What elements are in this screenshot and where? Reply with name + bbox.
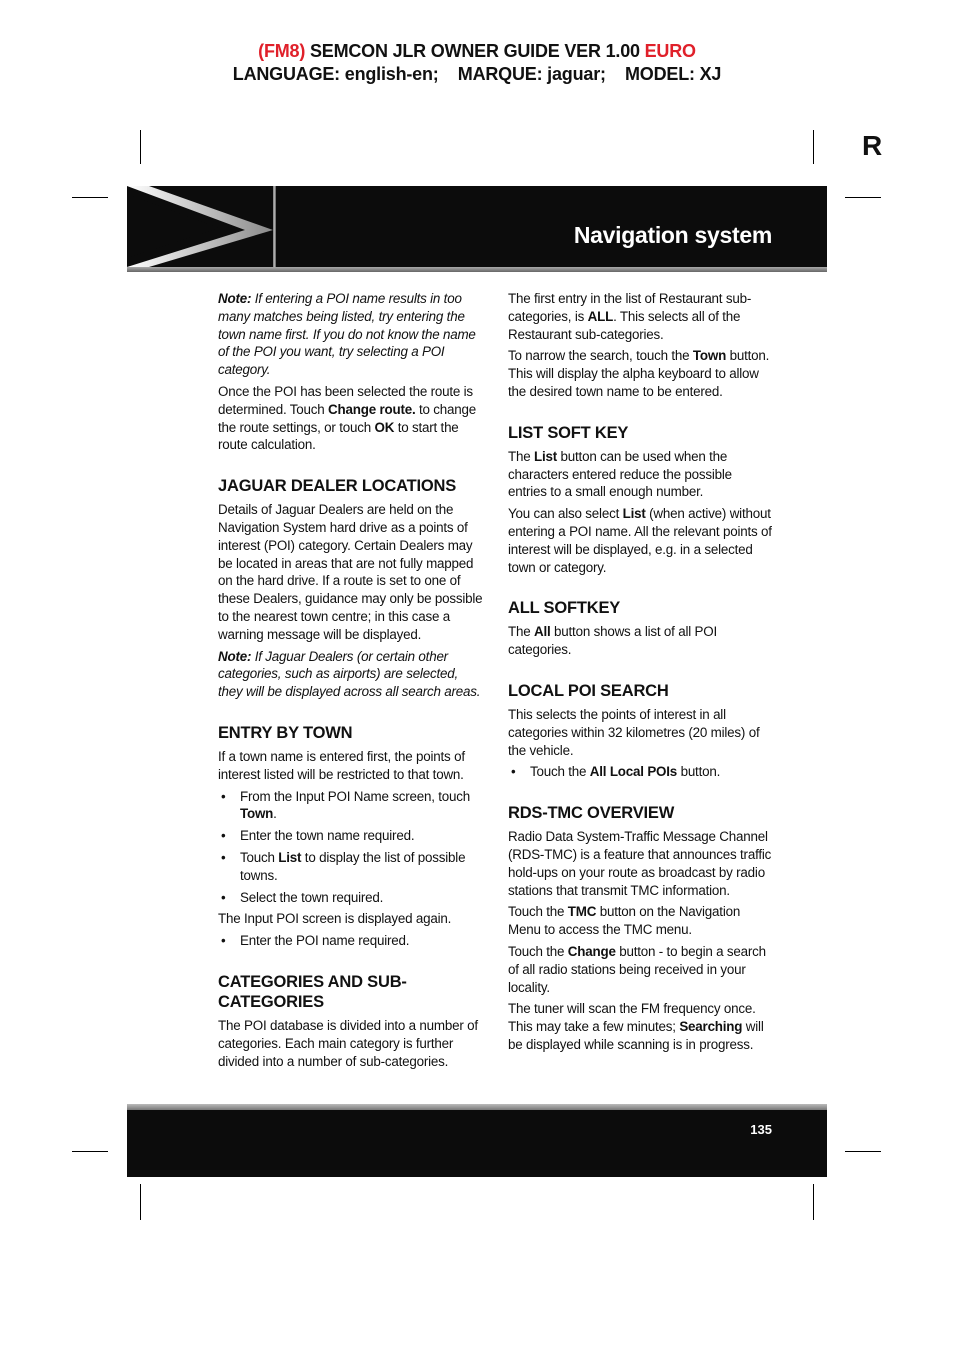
list-item: • From the Input POI Name screen, touch Town. (218, 788, 483, 824)
header-title: SEMCON JLR OWNER GUIDE VER 1.00 (305, 41, 645, 61)
list-item: • Select the town required. (218, 889, 483, 907)
crop-mark (72, 197, 108, 198)
section-banner (127, 186, 827, 272)
section-heading: LIST SOFT KEY (508, 423, 629, 442)
bullet-list (218, 932, 483, 950)
section-heading: CATEGORIES AND SUB-CATEGORIES (218, 972, 407, 1011)
note: Note: If entering a POI name results in too many matches being listed, try entering the town name first. If you do not know the name of the POI you want, try selecting a POI category. (218, 291, 476, 378)
paragraph: Radio Data System-Traffic Message Channel (RDS-TMC) is a feature that announces traffic hold-ups on your route as broadcast by radio stations that transmit TMC information. (508, 829, 772, 898)
section-heading: JAGUAR DEALER LOCATIONS (218, 477, 457, 496)
paragraph: The POI database is divided into a number of categories. Each main category is further divided into a number of sub-categories. (218, 1017, 478, 1069)
chevron-logo-icon (127, 186, 273, 267)
page-number: 135 (750, 1122, 772, 1137)
page-title: Navigation system (573, 222, 772, 248)
banner-edge (127, 267, 827, 272)
section-heading: ENTRY BY TOWN (218, 723, 353, 742)
section-heading: LOCAL POI SEARCH (508, 681, 669, 700)
right-column (508, 290, 773, 1058)
list-item: • Enter the town name required. (218, 827, 483, 845)
header-suffix: EURO (644, 41, 696, 61)
paragraph: You can also select List (when active) without entering a POI name. All the relevant points of interest will be displayed, e.g. in a selected town or category. (508, 506, 772, 575)
crop-mark (813, 1184, 814, 1220)
left-column (218, 290, 483, 1074)
paragraph: The List button can be used when the characters entered reduce the possible entries to a small enough number. (508, 448, 732, 500)
paragraph: The first entry in the list of Restaurant sub-categories, is ALL. This selects all of the Restaurant sub-categories. (508, 291, 752, 342)
header-prefix: (FM8) (258, 41, 306, 61)
crop-mark (813, 130, 814, 164)
list-item: • Touch List to display the list of possible towns. (218, 849, 483, 885)
list-item: • Touch the All Local POIs button. (508, 763, 773, 781)
document-header-line1 (0, 39, 954, 63)
crop-mark (72, 1151, 108, 1152)
paragraph: If a town name is entered first, the points of interest listed will be restricted to that town. (218, 748, 465, 782)
paragraph: To narrow the search, touch the Town button. This will display the alpha keyboard to allow the desired town name to be entered. (508, 348, 770, 399)
paragraph: Touch the TMC button on the Navigation Menu to access the TMC menu. (508, 904, 741, 938)
banner-divider (273, 186, 276, 267)
crop-mark (845, 197, 881, 198)
section-tab-letter: R (862, 130, 883, 161)
document-header-line2: LANGUAGE: english-en; MARQUE: jaguar; MODEL: XJ (232, 64, 722, 84)
paragraph: The tuner will scan the FM frequency once. This may take a few minutes; Searching will be displayed while scanning is in progress. (508, 1001, 764, 1052)
paragraph: This selects the points of interest in all categories within 32 kilometres (20 miles) of the vehicle. (508, 706, 760, 758)
list-item: • Enter the POI name required. (218, 932, 483, 950)
section-heading: RDS-TMC OVERVIEW (508, 804, 675, 823)
paragraph: Details of Jaguar Dealers are held on the Navigation System hard drive as a points of interest (POI) category. Certain Dealers may be located in areas that are not fully mapped on the hard drive. If a route is set to one of these Dealers, guidance may only be possible to the nearest town centre; in this case a warning message will be displayed. (218, 502, 483, 642)
bullet-list (508, 763, 773, 781)
footer-edge (127, 1104, 827, 1110)
crop-mark (140, 130, 141, 164)
paragraph: Touch the Change button - to begin a search of all radio stations being received in your locality. (508, 943, 766, 995)
crop-mark (845, 1151, 881, 1152)
page-footer (127, 1104, 827, 1177)
paragraph: Once the POI has been selected the route is determined. Touch Change route. to change the route settings, or touch OK to start the route calculation. (218, 383, 477, 453)
crop-mark (140, 1184, 141, 1220)
paragraph: The Input POI screen is displayed again. (218, 911, 452, 927)
note: Note: If Jaguar Dealers (or certain other categories, such as airports) are selected, they will be displayed across all search areas. (218, 648, 481, 700)
bullet-list (218, 788, 483, 907)
paragraph: The All button shows a list of all POI categories. (508, 624, 717, 658)
section-heading: ALL SOFTKEY (508, 599, 621, 618)
